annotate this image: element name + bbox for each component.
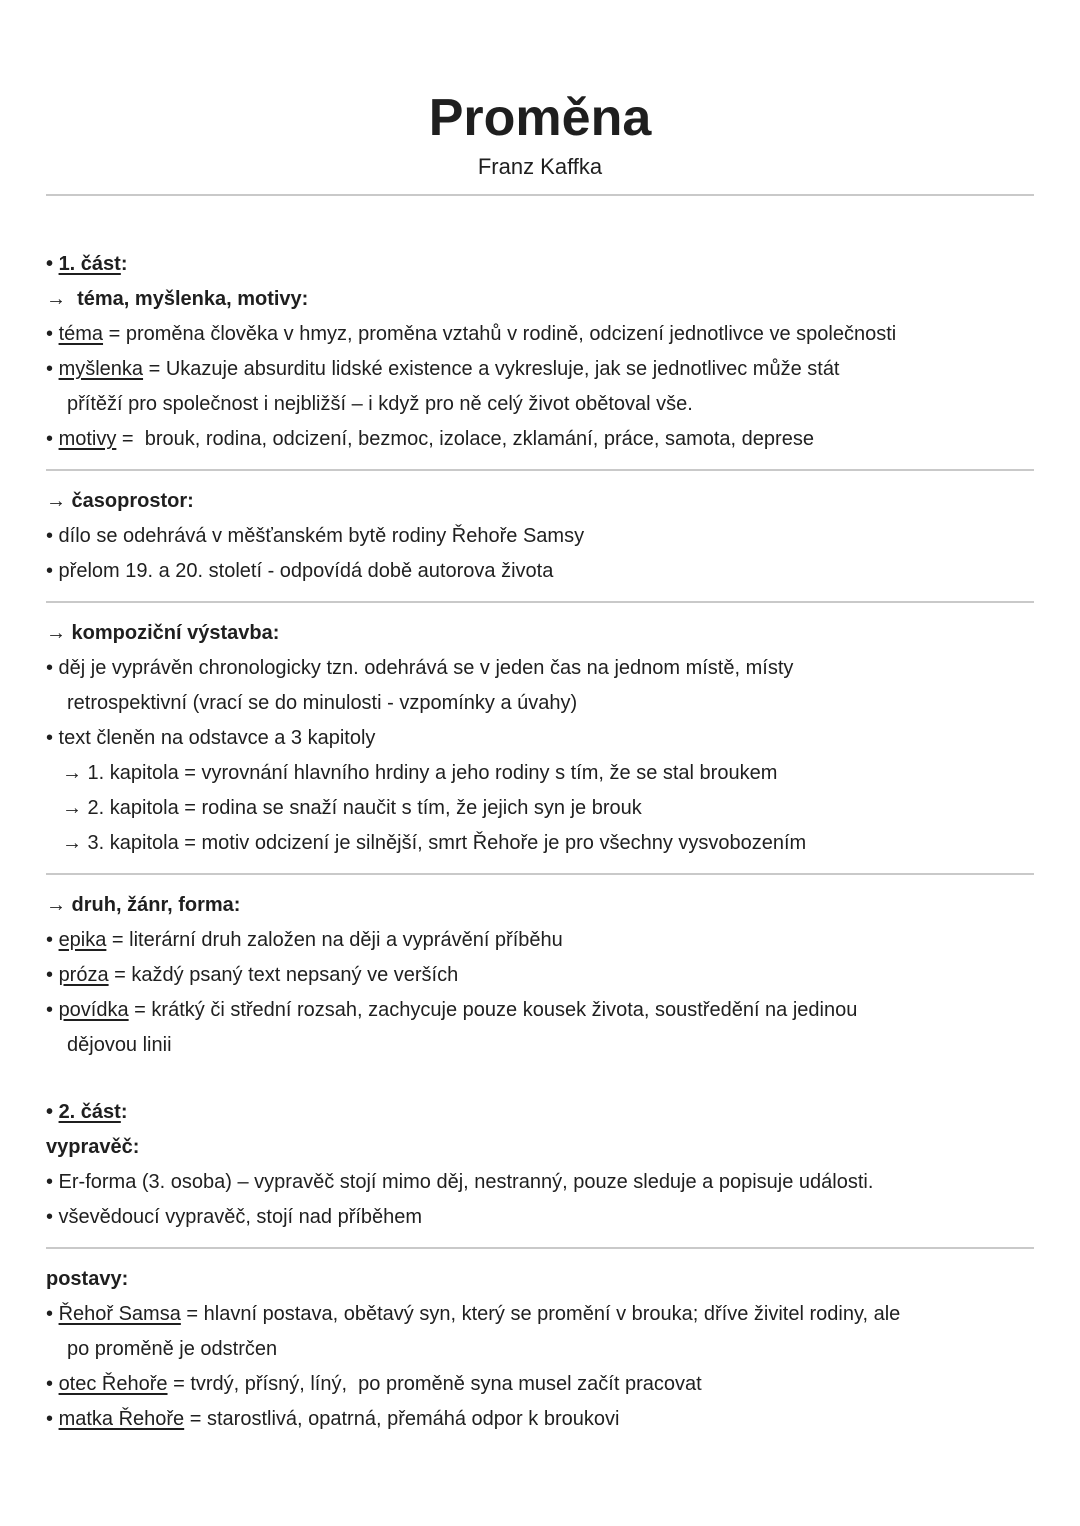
text-segment: = brouk, rodina, odcizení, bezmoc, izolace, zklamání, práce, samota, deprese [116, 428, 814, 450]
text-segment: = proměna člověka v hmyz, proměna vztahů v rodině, odcizení jednotlivce ve společnosti [103, 323, 897, 345]
section-divider [46, 873, 1034, 875]
text-segment: → 1. kapitola = vyrovnání hlavního hrdiny a jeho rodiny s tím, že se stal broukem [62, 762, 778, 784]
text-line [46, 826, 1034, 861]
spacer [46, 1063, 1034, 1095]
term: epika [58, 929, 107, 951]
term: téma [58, 323, 104, 345]
text-segment: • přelom 19. a 20. století - odpovídá době autorova života [46, 560, 554, 582]
text-segment: = tvrdý, přísný, líný, po proměně syna musel začít pracovat [167, 1373, 702, 1395]
text-segment: • děj je vyprávěn chronologicky tzn. odehrává se v jeden čas na jednom místě, místy [46, 657, 794, 679]
text-line [46, 484, 1034, 519]
term: motivy [58, 428, 117, 450]
text-segment: • [46, 1408, 59, 1430]
text-line [46, 616, 1034, 651]
term: myšlenka [58, 358, 144, 380]
text-segment: : [120, 253, 128, 275]
text-segment: • [46, 428, 59, 450]
text-segment: • [46, 999, 59, 1021]
text-segment: • [46, 323, 59, 345]
text-line [46, 1262, 1034, 1297]
text-line [46, 1165, 1034, 1200]
section-divider [46, 601, 1034, 603]
text-line [46, 519, 1034, 554]
term: 1. část [58, 253, 121, 275]
text-segment: • [46, 1303, 59, 1325]
text-segment: = krátký či střední rozsah, zachycuje pouze kousek života, soustředění na jedinou [128, 999, 858, 1021]
term: otec Řehoře [58, 1373, 168, 1395]
text-segment: : [120, 1101, 128, 1123]
text-line [46, 888, 1034, 923]
text-line [46, 554, 1034, 589]
text-line [46, 686, 1034, 721]
text-line [46, 923, 1034, 958]
text-segment: • text členěn na odstavce a 3 kapitoly [46, 727, 376, 749]
text-segment: → kompoziční výstavba: [46, 622, 280, 644]
section-divider [46, 194, 1034, 196]
term: matka Řehoře [58, 1408, 185, 1430]
text-segment: • [46, 253, 59, 275]
text-line [46, 721, 1034, 756]
text-segment: • Er-forma (3. osoba) – vypravěč stojí mimo děj, nestranný, pouze sleduje a popisuje události. [46, 1171, 874, 1193]
content [46, 194, 1034, 1437]
text-line [46, 756, 1034, 791]
text-line [46, 422, 1034, 457]
text-segment: • vševědoucí vypravěč, stojí nad příběhem [46, 1206, 423, 1228]
term: Řehoř Samsa [58, 1303, 181, 1325]
text-segment: po proměně je odstrčen [67, 1338, 278, 1360]
text-segment: • [46, 1373, 59, 1395]
text-line [46, 651, 1034, 686]
section-divider [46, 469, 1034, 471]
text-segment: • [46, 1101, 59, 1123]
text-line [46, 993, 1034, 1028]
term: próza [58, 964, 109, 986]
text-segment: přítěží pro společnost i nejbližší – i když pro ně celý život obětoval vše. [67, 393, 693, 415]
text-line [46, 317, 1034, 352]
text-line [46, 352, 1034, 387]
text-segment: = hlavní postava, obětavý syn, který se promění v brouka; dříve živitel rodiny, ale [180, 1303, 901, 1325]
text-segment: retrospektivní (vrací se do minulosti - vzpomínky a úvahy) [67, 692, 578, 714]
text-line [46, 282, 1034, 317]
text-segment: → časoprostor: [46, 490, 194, 512]
text-line [46, 1095, 1034, 1130]
text-line [46, 1367, 1034, 1402]
text-line [46, 1200, 1034, 1235]
text-segment: = každý psaný text nepsaný ve verších [108, 964, 459, 986]
text-line [46, 1402, 1034, 1437]
text-line [46, 1130, 1034, 1165]
text-line [46, 791, 1034, 826]
text-segment: → téma, myšlenka, motivy: [46, 288, 309, 310]
text-segment: • dílo se odehrává v měšťanském bytě rodiny Řehoře Samsy [46, 525, 585, 547]
text-segment: vypravěč: [46, 1136, 140, 1158]
text-segment: postavy: [46, 1268, 129, 1290]
text-line [46, 387, 1034, 422]
term: povídka [58, 999, 129, 1021]
text-line [46, 1332, 1034, 1367]
text-segment: = starostlivá, opatrná, přemáhá odpor k broukovi [184, 1408, 620, 1430]
text-line [46, 1297, 1034, 1332]
text-segment: dějovou linii [67, 1034, 172, 1056]
spacer [46, 209, 1034, 247]
text-segment: → 3. kapitola = motiv odcizení je silnější, smrt Řehoře je pro všechny vysvobozením [62, 832, 807, 854]
text-segment: = Ukazuje absurditu lidské existence a vykresluje, jak se jednotlivec může stát [143, 358, 840, 380]
text-segment: → druh, žánr, forma: [46, 894, 241, 916]
term: 2. část [58, 1101, 121, 1123]
text-line [46, 247, 1034, 282]
text-line [46, 1028, 1034, 1063]
text-segment: = literární druh založen na ději a vyprávění příběhu [106, 929, 563, 951]
text-segment: • [46, 358, 59, 380]
text-line [46, 958, 1034, 993]
section-divider [46, 1247, 1034, 1249]
page-title: Proměna [428, 89, 652, 147]
text-segment: • [46, 964, 59, 986]
text-segment: • [46, 929, 59, 951]
page-author: Franz Kaffka [477, 154, 603, 179]
document-header [46, 0, 1034, 182]
text-segment: → 2. kapitola = rodina se snaží naučit s tím, že jejich syn je brouk [62, 797, 642, 819]
